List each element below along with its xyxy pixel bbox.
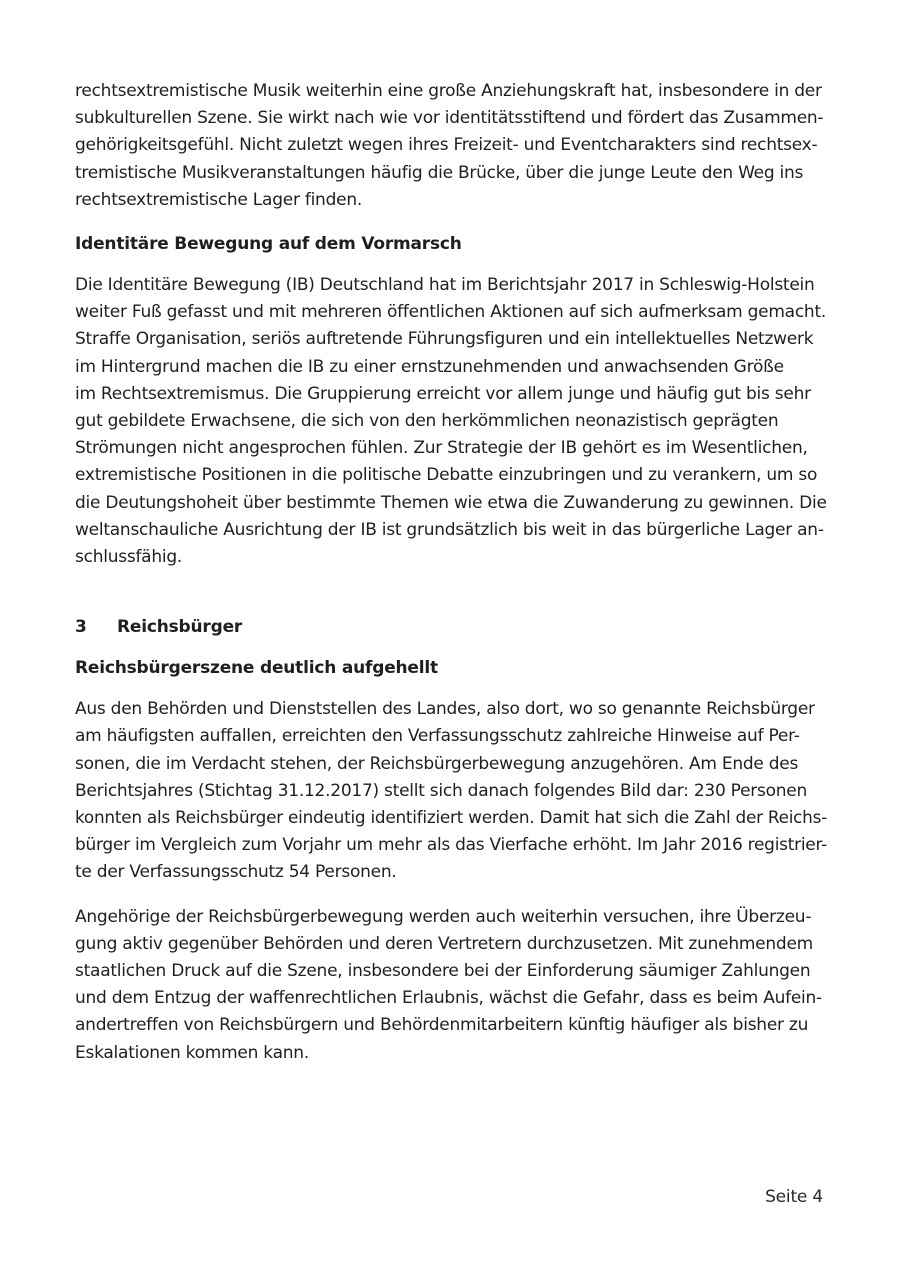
text-line: andertreffen von Reichsbürgern und Behördenmitarbeitern künftig häufiger als bisher zu [75,1015,809,1036]
text-line: am häufigsten auffallen, erreichten den Verfassungsschutz zahlreiche Hinweise auf Per- [75,726,800,747]
text-line: bürger im Vergleich zum Vorjahr um mehr als das Vierfache erhöht. Im Jahr 2016 registrier- [75,835,827,856]
text-line: Die Identitäre Bewegung (IB) Deutschland hat im Berichtsjahr 2017 in Schleswig-Holstein [75,275,815,296]
text-line: rechtsextremistische Lager finden. [75,189,362,210]
text-line: rechtsextremistische Musik weiterhin eine große Anziehungskraft hat, insbesondere in der [75,81,822,101]
text-line: Strömungen nicht angesprochen fühlen. Zur Strategie der IB gehört es im Wesentlichen, [75,438,808,459]
text-line: Eskalationen kommen kann. [75,1042,309,1063]
paragraph-reichsbuerger-1 [75,696,827,886]
text-line: extremistische Positionen in die politische Debatte einzubringen und zu verankern, um so [75,465,818,486]
text-line: Berichtsjahres (Stichtag 31.12.2017) stellt sich danach folgendes Bild dar: 230 Personen [75,780,808,801]
text-line: sonen, die im Verdacht stehen, der Reichsbürgerbewegung anzugehören. Am Ende des [75,753,799,774]
paragraph-identitaere-bewegung [75,272,827,571]
text-line: gut gebildete Erwachsene, die sich von den herkömmlichen neonazistisch geprägten [75,411,779,432]
text-line: Angehörige der Reichsbürgerbewegung werden auch weiterhin versuchen, ihre Überzeu- [75,906,812,927]
text-line: im Hintergrund machen die IB zu einer ernstzunehmenden und anwachsenden Größe [75,356,784,377]
text-line: konnten als Reichsbürger eindeutig identifiziert werden. Damit hat sich die Zahl der Reichs- [75,808,827,829]
text-line: staatlichen Druck auf die Szene, insbesondere bei der Einforderung säumiger Zahlungen [75,961,811,982]
text-line: subkulturellen Szene. Sie wirkt nach wie vor identitätsstiftend und fördert das Zusammen- [75,108,824,129]
text-line: weltanschauliche Ausrichtung der IB ist grundsätzlich bis weit in das bürgerliche Lager an- [75,519,824,540]
text-line: tremistische Musikveranstaltungen häufig die Brücke, über die junge Leute den Weg ins [75,162,804,183]
section-title: Reichsbürger [117,617,243,638]
text-line: schlussfähig. [75,547,183,568]
text-line: im Rechtsextremismus. Die Gruppierung erreicht vor allem junge und häufig gut bis sehr [75,383,811,404]
paragraph-music [75,78,827,214]
document-page [75,78,827,1067]
text-line: Aus den Behörden und Dienststellen des Landes, also dort, wo so genannte Reichsbürger [75,699,815,720]
text-line: gehörigkeitsgefühl. Nicht zuletzt wegen ihres Freizeit- und Eventcharakters sind rechtsex- [75,135,818,156]
text-line: die Deutungshoheit über bestimmte Themen wie etwa die Zuwanderung zu gewinnen. Die [75,492,827,513]
page-number: Seite 4 [765,1187,823,1207]
section-heading-reichsbuerger [75,614,827,641]
text-line: und dem Entzug der waffenrechtlichen Erlaubnis, wächst die Gefahr, dass es beim Aufein- [75,988,822,1009]
text-line: weiter Fuß gefasst und mit mehreren öffentlichen Aktionen auf sich aufmerksam gemacht. [75,302,827,323]
heading-identitaere-bewegung: Identitäre Bewegung auf dem Vormarsch [75,234,462,255]
section-number: 3 [75,617,87,638]
text-line: Straffe Organisation, seriös auftretende Führungsfiguren und ein intellektuelles Netzwerk [75,329,814,350]
text-line: gung aktiv gegenüber Behörden und deren Vertretern durchzusetzen. Mit zunehmendem [75,933,813,954]
heading-reichsbuergerszene: Reichsbürgerszene deutlich aufgehellt [75,658,438,679]
text-line: te der Verfassungsschutz 54 Personen. [75,862,397,883]
paragraph-reichsbuerger-2 [75,904,827,1067]
